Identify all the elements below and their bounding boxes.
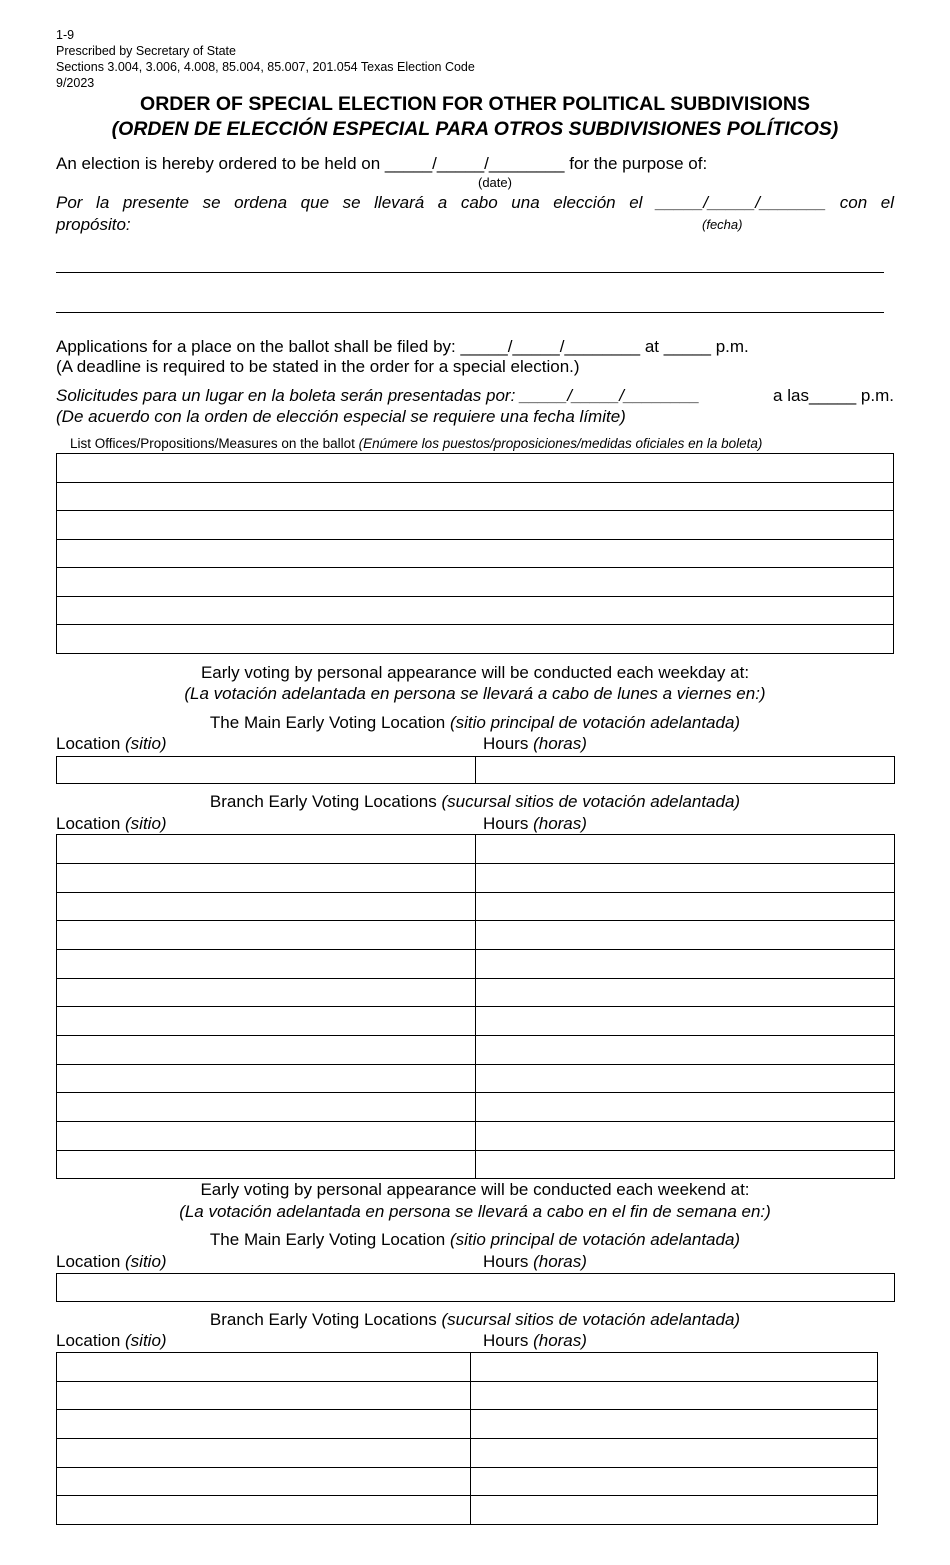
branch-location-cell[interactable] bbox=[57, 1007, 476, 1036]
branch-location-cell[interactable] bbox=[57, 921, 476, 950]
weekend-main-location-col: Location (sitio) bbox=[56, 1252, 167, 1271]
weekday-branch-location-col: Location (sitio) bbox=[56, 814, 167, 833]
fecha-caption: (fecha) bbox=[702, 217, 743, 232]
weekday-main-location-col: Location (sitio) bbox=[56, 734, 167, 753]
weekend-main-location-cell[interactable] bbox=[57, 1274, 895, 1302]
form-number: 1-9 bbox=[56, 28, 75, 42]
branch-location-cell[interactable] bbox=[57, 893, 476, 921]
applications-deadline-line: Applications for a place on the ballot shall be filed by: _____/_____/________ at _____ p.m. bbox=[56, 337, 749, 356]
branch-hours-cell[interactable] bbox=[476, 1036, 895, 1065]
branch-hours-cell[interactable] bbox=[476, 921, 895, 950]
weekday-main-location-label: The Main Early Voting Location (sitio principal de votación adelantada) bbox=[209, 713, 741, 732]
weekday-branch-hours-col: Hours (horas) bbox=[483, 814, 587, 833]
weekend-branch-location-cell[interactable] bbox=[57, 1496, 471, 1525]
weekend-branch-hours-cell[interactable] bbox=[471, 1439, 878, 1468]
applications-deadline-note: (A deadline is required to be stated in the order for a special election.) bbox=[56, 357, 580, 376]
election-purpose-label-spanish: propósito: bbox=[56, 215, 131, 234]
weekend-branch-location-cell[interactable] bbox=[57, 1382, 471, 1410]
weekday-branch-table bbox=[56, 834, 895, 1179]
office-row-4[interactable] bbox=[57, 540, 894, 568]
weekend-branch-table bbox=[56, 1352, 878, 1525]
branch-hours-cell[interactable] bbox=[476, 1122, 895, 1151]
branch-hours-cell[interactable] bbox=[476, 893, 895, 921]
weekend-branch-hours-col: Hours (horas) bbox=[483, 1331, 587, 1350]
office-row-7[interactable] bbox=[57, 625, 894, 654]
weekend-branch-hours-cell[interactable] bbox=[471, 1468, 878, 1496]
office-row-6[interactable] bbox=[57, 597, 894, 625]
weekday-main-hours-col: Hours (horas) bbox=[483, 734, 587, 753]
weekday-main-location-cell[interactable] bbox=[57, 757, 476, 784]
purpose-line-2[interactable] bbox=[56, 312, 884, 313]
office-row-3[interactable] bbox=[57, 511, 894, 540]
branch-location-cell[interactable] bbox=[57, 1093, 476, 1122]
purpose-line-1[interactable] bbox=[56, 272, 884, 273]
weekend-branch-location-cell[interactable] bbox=[57, 1439, 471, 1468]
applications-deadline-line-spanish: Solicitudes para un lugar en la boleta serán presentadas por: _____/_____/________ a las_____ p.m. bbox=[56, 386, 894, 405]
offices-label: List Offices/Propositions/Measures on the ballot (Enúmere los puestos/proposiciones/medidas oficiales en la boleta) bbox=[70, 436, 763, 451]
branch-hours-cell[interactable] bbox=[476, 864, 895, 893]
branch-hours-cell[interactable] bbox=[476, 1065, 895, 1093]
weekend-heading: Early voting by personal appearance will be conducted each weekend at: bbox=[200, 1180, 750, 1199]
weekday-heading: Early voting by personal appearance will be conducted each weekday at: bbox=[200, 663, 750, 682]
election-date-line-spanish: Por la presente se ordena que se llevará a cabo una elección el _____/_____/_______ con el bbox=[56, 193, 894, 212]
weekday-branch-label: Branch Early Voting Locations (sucursal sitios de votación adelantada) bbox=[209, 792, 741, 811]
weekday-main-hours-cell[interactable] bbox=[476, 757, 895, 784]
weekend-main-hours-col: Hours (horas) bbox=[483, 1252, 587, 1271]
office-row-2[interactable] bbox=[57, 483, 894, 511]
weekend-main-location-label: The Main Early Voting Location (sitio principal de votación adelantada) bbox=[209, 1230, 741, 1249]
branch-location-cell[interactable] bbox=[57, 1065, 476, 1093]
weekend-branch-hours-cell[interactable] bbox=[471, 1353, 878, 1382]
branch-location-cell[interactable] bbox=[57, 1036, 476, 1065]
prescribed-by: Prescribed by Secretary of State bbox=[56, 44, 236, 58]
weekend-branch-location-col: Location (sitio) bbox=[56, 1331, 167, 1350]
page-title-spanish: (ORDEN DE ELECCIÓN ESPECIAL PARA OTROS SUBDIVISIONES POLÍTICOS) bbox=[111, 118, 839, 140]
applications-deadline-note-spanish: (De acuerdo con la orden de elección especial se requiere una fecha límite) bbox=[56, 407, 626, 426]
page-title: ORDER OF SPECIAL ELECTION FOR OTHER POLITICAL SUBDIVISIONS bbox=[140, 93, 810, 115]
form-date: 9/2023 bbox=[56, 76, 95, 90]
weekday-heading-spanish: (La votación adelantada en persona se llevará a cabo de lunes a viernes en:) bbox=[184, 684, 766, 703]
election-date-line: An election is hereby ordered to be held on _____/_____/________ for the purpose of: bbox=[56, 154, 708, 173]
weekend-branch-location-cell[interactable] bbox=[57, 1468, 471, 1496]
weekend-branch-location-cell[interactable] bbox=[57, 1353, 471, 1382]
weekend-branch-hours-cell[interactable] bbox=[471, 1496, 878, 1525]
branch-hours-cell[interactable] bbox=[476, 1151, 895, 1179]
code-sections: Sections 3.004, 3.006, 4.008, 85.004, 85.007, 201.054 Texas Election Code bbox=[56, 60, 475, 74]
office-row-1[interactable] bbox=[57, 454, 894, 483]
branch-location-cell[interactable] bbox=[57, 1122, 476, 1151]
weekend-main-table bbox=[56, 1273, 895, 1302]
branch-hours-cell[interactable] bbox=[476, 1007, 895, 1036]
weekend-heading-spanish: (La votación adelantada en persona se llevará a cabo en el fin de semana en:) bbox=[179, 1202, 771, 1221]
date-caption: (date) bbox=[478, 175, 512, 190]
weekend-branch-label: Branch Early Voting Locations (sucursal sitios de votación adelantada) bbox=[209, 1310, 741, 1329]
branch-location-cell[interactable] bbox=[57, 979, 476, 1007]
branch-location-cell[interactable] bbox=[57, 1151, 476, 1179]
branch-location-cell[interactable] bbox=[57, 950, 476, 979]
branch-location-cell[interactable] bbox=[57, 864, 476, 893]
weekend-branch-location-cell[interactable] bbox=[57, 1410, 471, 1439]
branch-location-cell[interactable] bbox=[57, 835, 476, 864]
offices-table bbox=[56, 453, 894, 654]
branch-hours-cell[interactable] bbox=[476, 1093, 895, 1122]
weekday-main-table bbox=[56, 756, 895, 784]
weekend-branch-hours-cell[interactable] bbox=[471, 1410, 878, 1439]
branch-hours-cell[interactable] bbox=[476, 950, 895, 979]
branch-hours-cell[interactable] bbox=[476, 979, 895, 1007]
branch-hours-cell[interactable] bbox=[476, 835, 895, 864]
weekend-branch-hours-cell[interactable] bbox=[471, 1382, 878, 1410]
office-row-5[interactable] bbox=[57, 568, 894, 597]
